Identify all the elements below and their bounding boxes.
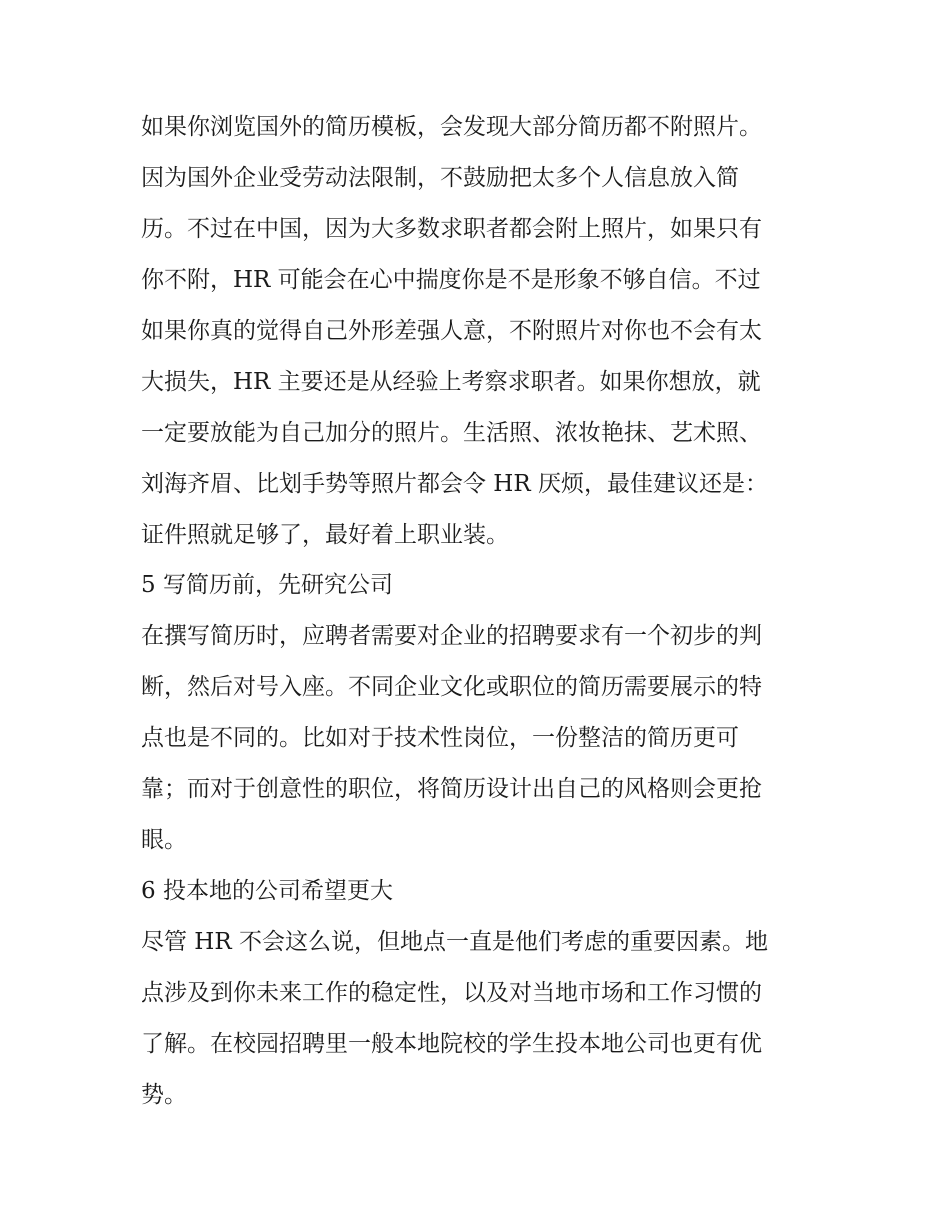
paragraph-line: 在撰写简历时，应聘者需要对企业的招聘要求有一个初步的判	[141, 623, 762, 649]
paragraph-line: 大损失，HR 主要还是从经验上考察求职者。如果你想放，就	[141, 369, 761, 395]
paragraph-line: 证件照就足够了，最好着上职业装。	[141, 522, 509, 548]
paragraph-line: 历。不过在中国，因为大多数求职者都会附上照片，如果只有	[141, 216, 762, 242]
paragraph-line: 了解。在校园招聘里一般本地院校的学生投本地公司也更有优	[141, 1031, 762, 1057]
paragraph-line: 刘海齐眉、比划手势等照片都会令 HR 厌烦，最佳建议还是：	[141, 471, 768, 497]
paragraph-line: 靠；而对于创意性的职位，将简历设计出自己的风格则会更抢	[141, 776, 762, 802]
paragraph-line: 势。	[141, 1082, 187, 1108]
paragraph-line: 如果你真的觉得自己外形差强人意，不附照片对你也不会有太	[141, 318, 762, 344]
paragraph-line: 断，然后对号入座。不同企业文化或职位的简历需要展示的特	[141, 674, 762, 700]
paragraph-line: 一定要放能为自己加分的照片。生活照、浓妆艳抹、艺术照、	[141, 420, 762, 446]
paragraph-line: 尽管 HR 不会这么说，但地点一直是他们考虑的重要因素。地	[141, 929, 768, 955]
section-heading: 5 写简历前，先研究公司	[141, 572, 393, 598]
section-heading: 6 投本地的公司希望更大	[141, 878, 393, 904]
paragraph-line: 如果你浏览国外的简历模板，会发现大部分简历都不附照片。	[141, 114, 762, 140]
paragraph-line: 你不附，HR 可能会在心中揣度你是不是形象不够自信。不过	[141, 267, 761, 293]
paragraph-line: 因为国外企业受劳动法限制，不鼓励把太多个人信息放入简	[141, 165, 739, 191]
paragraph-line: 眼。	[141, 827, 187, 853]
paragraph-line: 点也是不同的。比如对于技术性岗位，一份整洁的简历更可	[141, 725, 739, 751]
paragraph-line: 点涉及到你未来工作的稳定性，以及对当地市场和工作习惯的	[141, 980, 762, 1006]
